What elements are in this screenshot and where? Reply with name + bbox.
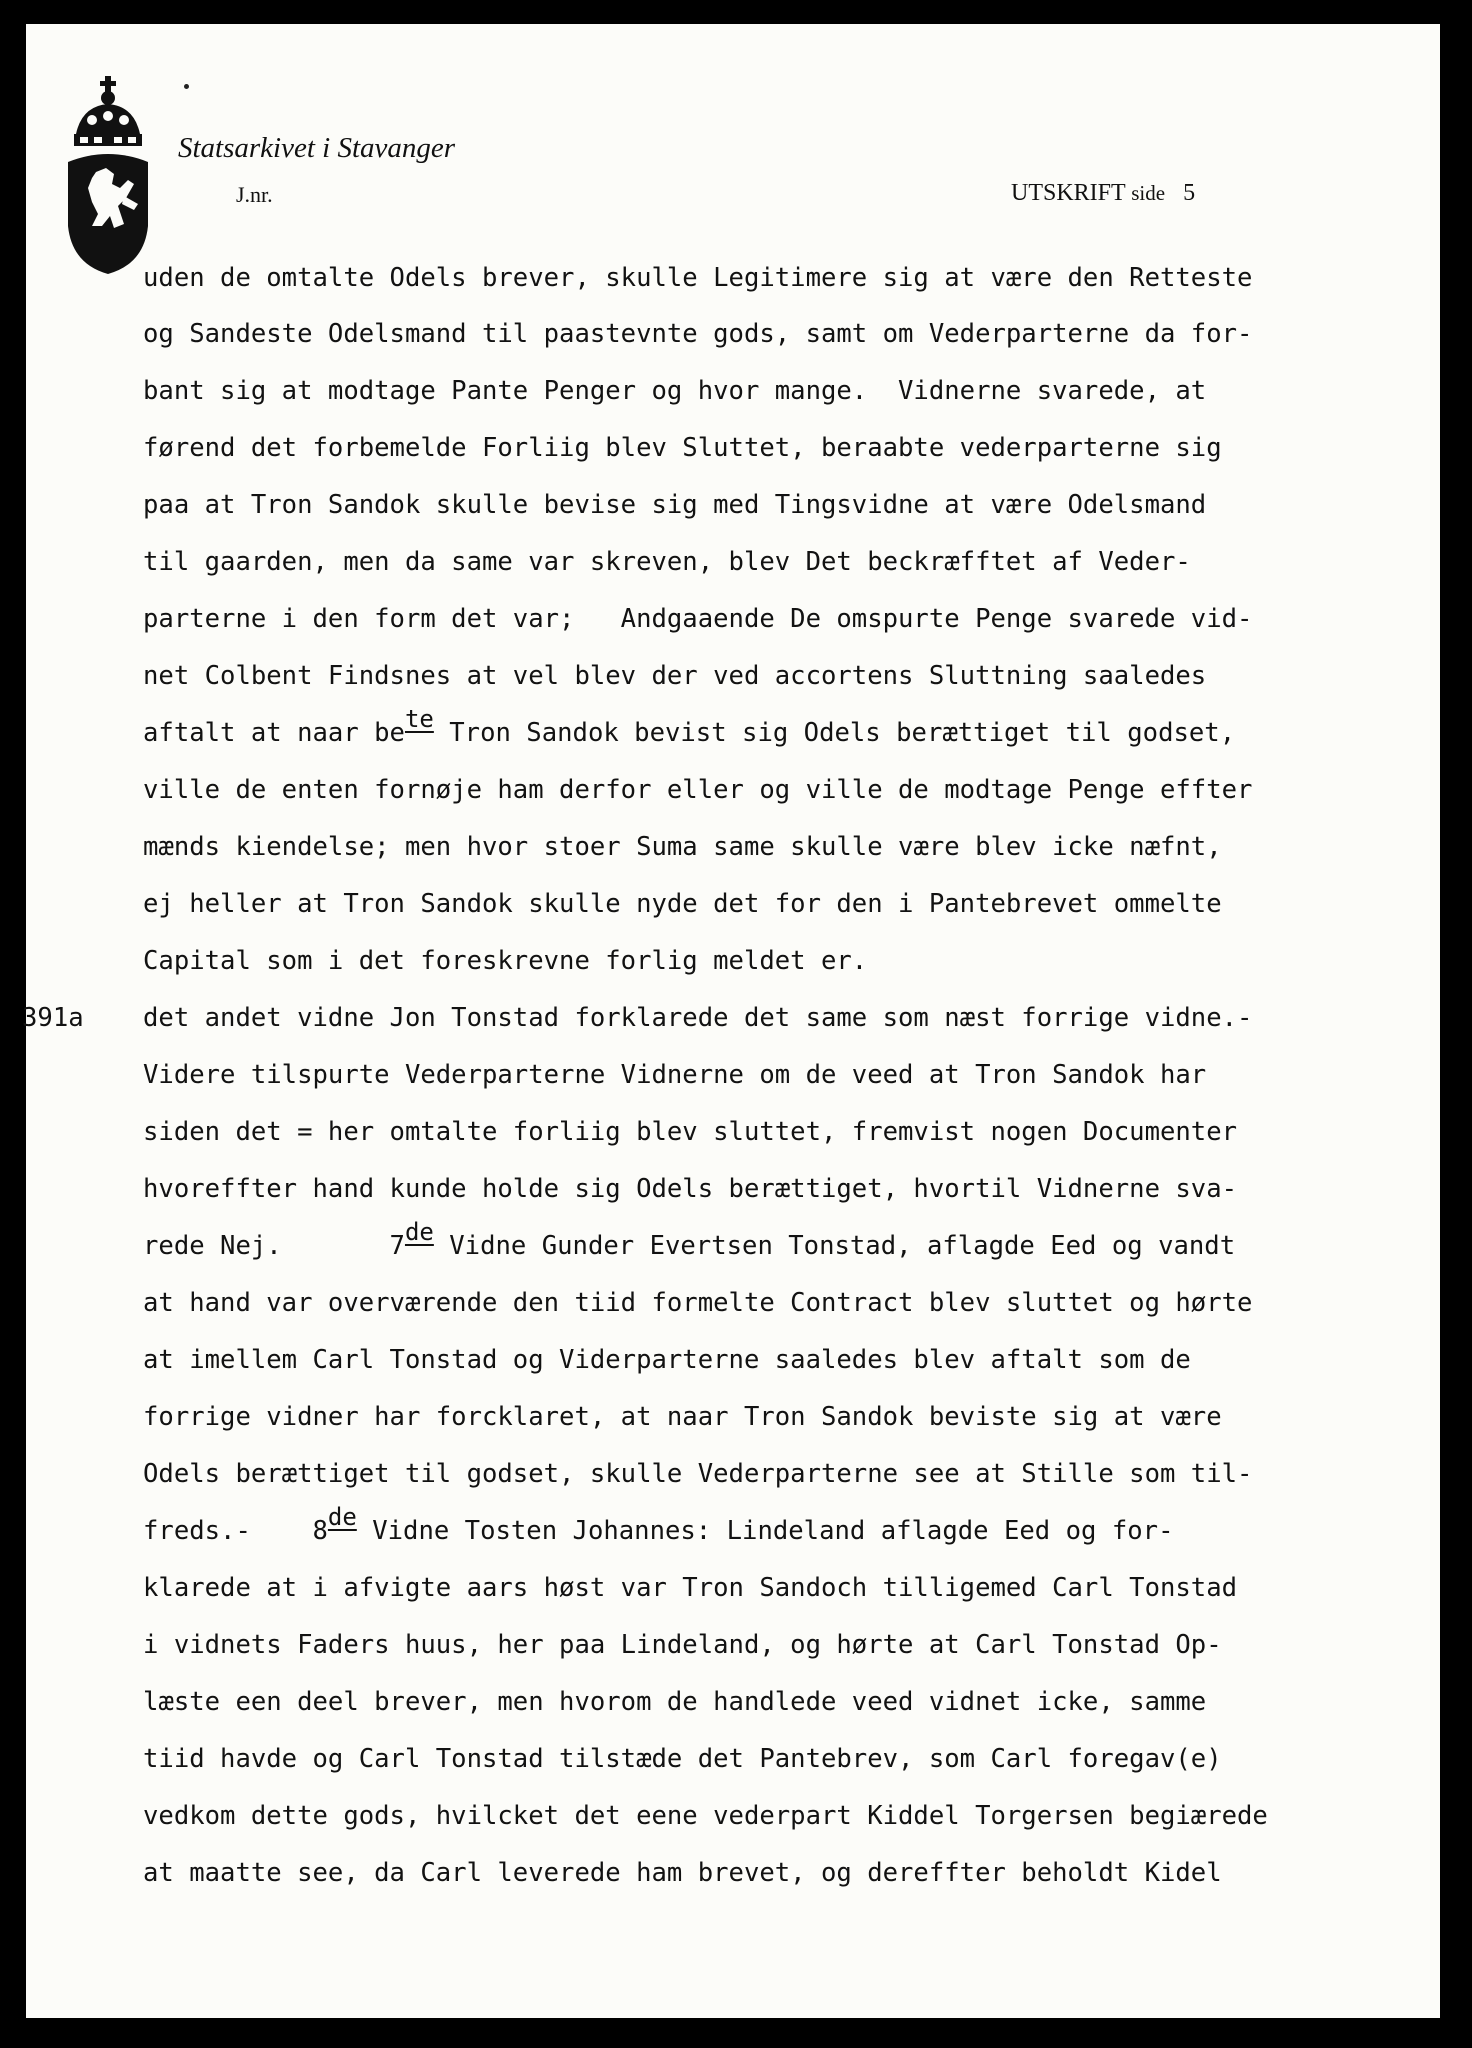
journal-number-label: J.nr. [236,182,273,207]
text-line: parterne i den form det var; Andgaaende De omspurte Penge svarede vid- [143,604,1253,634]
text-line [143,1218,1236,1261]
text-line: ville de enten fornøje ham derfor eller og ville de modtage Penge effter [143,775,1253,805]
text-line: vedkom dette gods, hvilcket det eene vederpart Kiddel Torgersen begiærede [143,1801,1268,1831]
superscript-abbreviation: te [404,705,434,733]
text-line [143,705,1236,748]
page-header-right [1011,180,1195,207]
side-label: side [1131,181,1166,205]
line-segment: freds.- 8 [143,1516,328,1546]
superscript-abbreviation: de [404,1218,434,1246]
text-line: bant sig at modtage Pante Penger og hvor mange. Vidnerne svarede, at [143,376,1207,406]
text-line: til gaarden, men da same var skreven, blev Det beckræfftet af Veder- [143,547,1191,577]
utskrift-label: UTSKRIFT [1011,180,1126,206]
text-line: paa at Tron Sandok skulle bevise sig med Tingsvidne at være Odelsmand [143,490,1207,520]
coat-of-arms-logo [62,76,154,276]
line-segment: Tron Sandok bevist sig Odels berættiget til godset, [433,718,1236,748]
text-line: Odels berættiget til godset, skulle Vederparterne see at Stille som til- [143,1459,1253,1489]
line-segment: aftalt at naar be [143,718,405,748]
text-line: siden det = her omtalte forliig blev sluttet, fremvist nogen Documenter [143,1117,1238,1147]
text-line: at hand var overværende den tiid formelte Contract blev sluttet og hørte [143,1288,1253,1318]
text-line: tiid havde og Carl Tonstad tilstæde det Pantebrev, som Carl foregav(e) [143,1744,1222,1774]
page-number: 5 [1183,180,1196,206]
text-line: at imellem Carl Tonstad og Viderparterne saaledes blev aftalt som de [143,1345,1191,1375]
text-line: net Colbent Findsnes at vel blev der ved accortens Sluttning saaledes [143,661,1207,691]
text-line: forrige vidner har forcklaret, at naar Tron Sandok beviste sig at være [143,1402,1222,1432]
text-line [143,1503,1174,1546]
text-line: klarede at i afvigte aars høst var Tron Sandoch tilligemed Carl Tonstad [143,1573,1238,1603]
line-segment: rede Nej. 7 [143,1231,405,1261]
text-line: Videre tilspurte Vederparterne Vidnerne om de veed at Tron Sandok har [143,1060,1207,1090]
text-line: ej heller at Tron Sandok skulle nyde det for den i Pantebrevet ommelte [143,889,1222,919]
text-line: det andet vidne Jon Tonstad forklarede det same som næst forrige vidne.- [143,1003,1253,1033]
text-line: og Sandeste Odelsmand til paastevnte gods, samt om Vederparterne da for- [143,319,1253,349]
ink-speck [184,84,189,89]
text-line: Capital som i det foreskrevne forlig meldet er. [143,946,868,976]
line-segment: Vidne Tosten Johannes: Lindeland aflagde Eed og for- [356,1516,1174,1546]
text-line: førend det forbemelde Forliig blev Sluttet, beraabte vederparterne sig [143,433,1222,463]
text-line: læste een deel brever, men hvorom de handlede veed vidnet icke, samme [143,1687,1207,1717]
archive-name: Statsarkivet i Stavanger [178,132,456,164]
text-line: mænds kiendelse; men hvor stoer Suma same skulle være blev icke næfnt, [143,832,1222,862]
superscript-abbreviation: de [327,1503,357,1531]
line-segment: Vidne Gunder Evertsen Tonstad, aflagde Eed og vandt [433,1231,1236,1261]
text-line: i vidnets Faders huus, her paa Lindeland, og hørte at Carl Tonstad Op- [143,1630,1222,1660]
text-line: hvoreffter hand kunde holde sig Odels berættiget, hvortil Vidnerne sva- [143,1174,1238,1204]
text-line: at maatte see, da Carl leverede ham brevet, og dereffter beholdt Kidel [143,1858,1222,1888]
text-line: uden de omtalte Odels brever, skulle Legitimere sig at være den Retteste [143,263,1253,293]
margin-folio-note: 391a [22,1003,84,1033]
